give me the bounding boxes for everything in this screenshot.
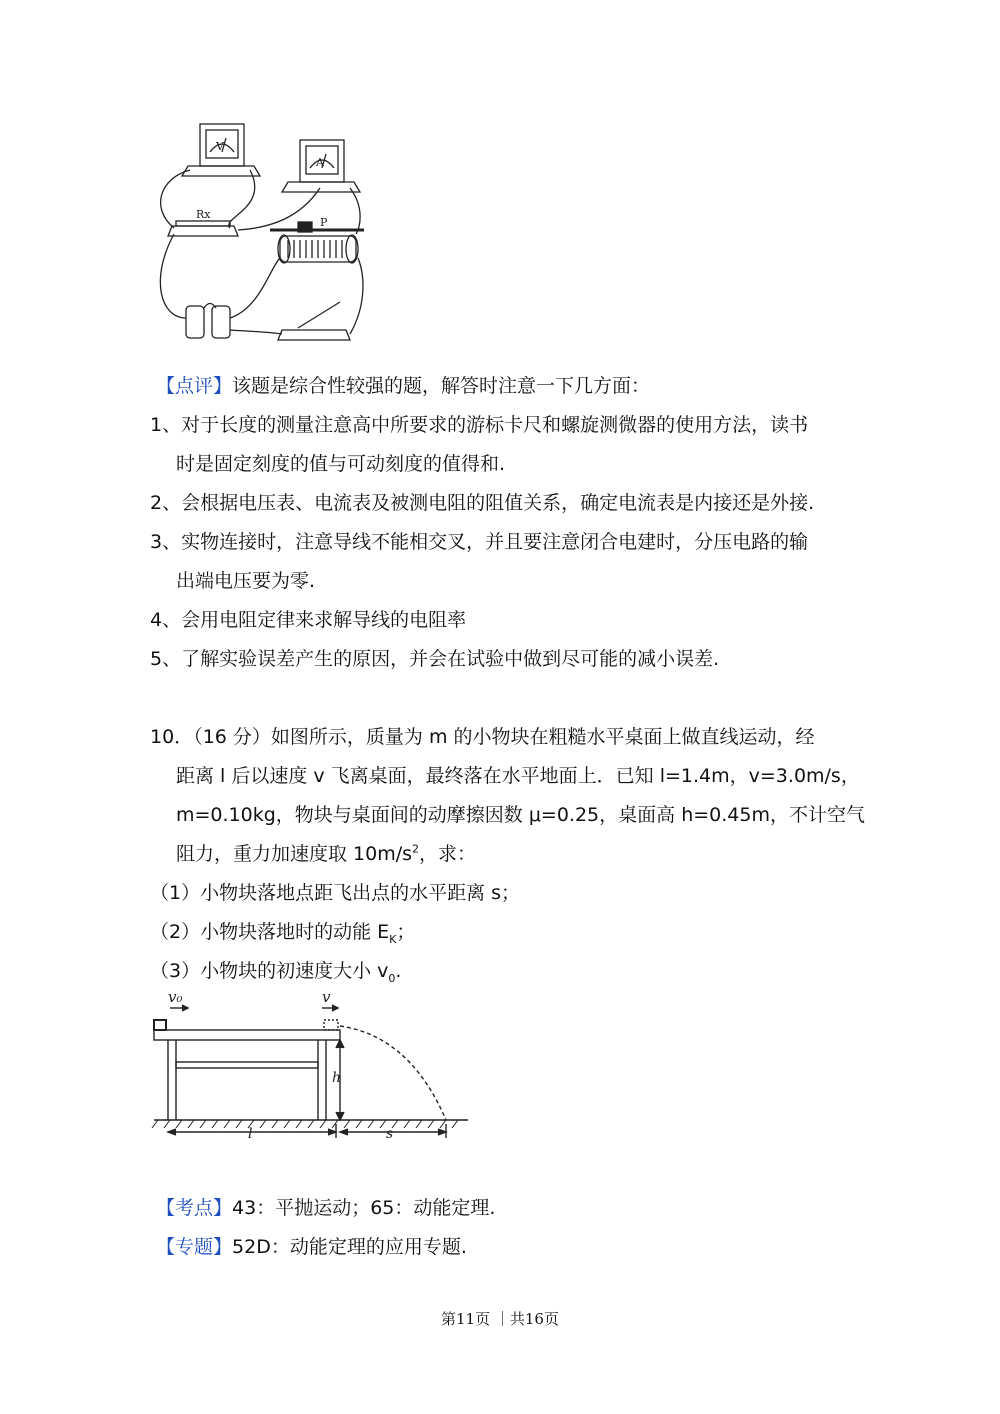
problem-line-1: 10．（16 分）如图所示，质量为 m 的小物块在粗糙水平桌面上做直线运动，经 [150,726,815,748]
question-3: （3）小物块的初速度大小 $v_0$. [150,960,402,985]
batteries [186,306,230,338]
zhuanti-tag: 【专题】 [156,1236,233,1258]
review-intro-line [156,373,650,399]
kaodian-line: 【考点】43：平抛运动；65：动能定理. [156,1197,496,1219]
question-1: （1）小物块落地点距飞出点的水平距离 s； [150,882,521,904]
review-item-5: 5、了解实验误差产生的原因，并会在试验中做到尽可能的减小误差. [150,648,720,670]
review-tag: 【点评】 [156,375,233,397]
review-item-3: 3、实物连接时，注意导线不能相交叉，并且要注意闭合电建时，分压电路的输 [150,531,809,553]
label-l: l [248,1126,253,1142]
tabletop [154,1030,340,1040]
rheostat [270,222,364,263]
switch [278,302,350,340]
problem-line-2: 距离 l 后以速度 v 飞离桌面，最终落在水平地面上．已知 l=1.4m，v=3.0m/s， [176,765,860,787]
label-p: P [320,216,328,229]
label-s: s [386,1126,394,1142]
block-start [154,1020,166,1030]
voltmeter-symbol: V [216,140,224,153]
problem-line-4: 阻力，重力加速度取 $10m/s^2$，求： [176,842,477,865]
problem-line-3: m=0.10kg，物块与桌面间的动摩擦因数 μ=0.25，桌面高 h=0.45m，不计空气 [176,804,865,826]
circuit-diagram [150,118,380,348]
label-v0: v₀ [168,988,183,1006]
review-intro: 该题是综合性较强的题，解答时注意一下几方面： [232,375,651,397]
review-item-1: 1、对于长度的测量注意高中所要求的游标卡尺和螺旋测微器的使用方法，读书 [150,414,809,436]
review-item-4: 4、会用电阻定律来求解导线的电阻率 [150,609,467,631]
review-item-1-cont: 时是固定刻度的值与可动刻度的值得和. [176,453,506,475]
table-projectile-diagram [150,986,480,1146]
trajectory [340,1026,446,1120]
question-2: （2）小物块落地时的动能 $E_K$； [150,921,416,946]
resistor-rx [168,221,238,236]
page-footer: 第11页 ｜共16页 [441,1310,559,1328]
zhuanti-line: 【专题】52D：动能定理的应用专题. [156,1236,467,1258]
block-edge [324,1020,338,1030]
ammeter-symbol: A [316,156,324,169]
label-rx: Rx [196,208,211,221]
label-h: h [332,1070,342,1086]
label-v: v [322,988,331,1006]
kaodian-tag: 【考点】 [156,1197,233,1219]
review-item-3-cont: 出端电压要为零. [176,570,316,592]
problem-number: 10． [150,726,194,748]
review-item-2: 2、会根据电压表、电流表及被测电阻的阻值关系，确定电流表是内接还是外接. [150,492,815,514]
